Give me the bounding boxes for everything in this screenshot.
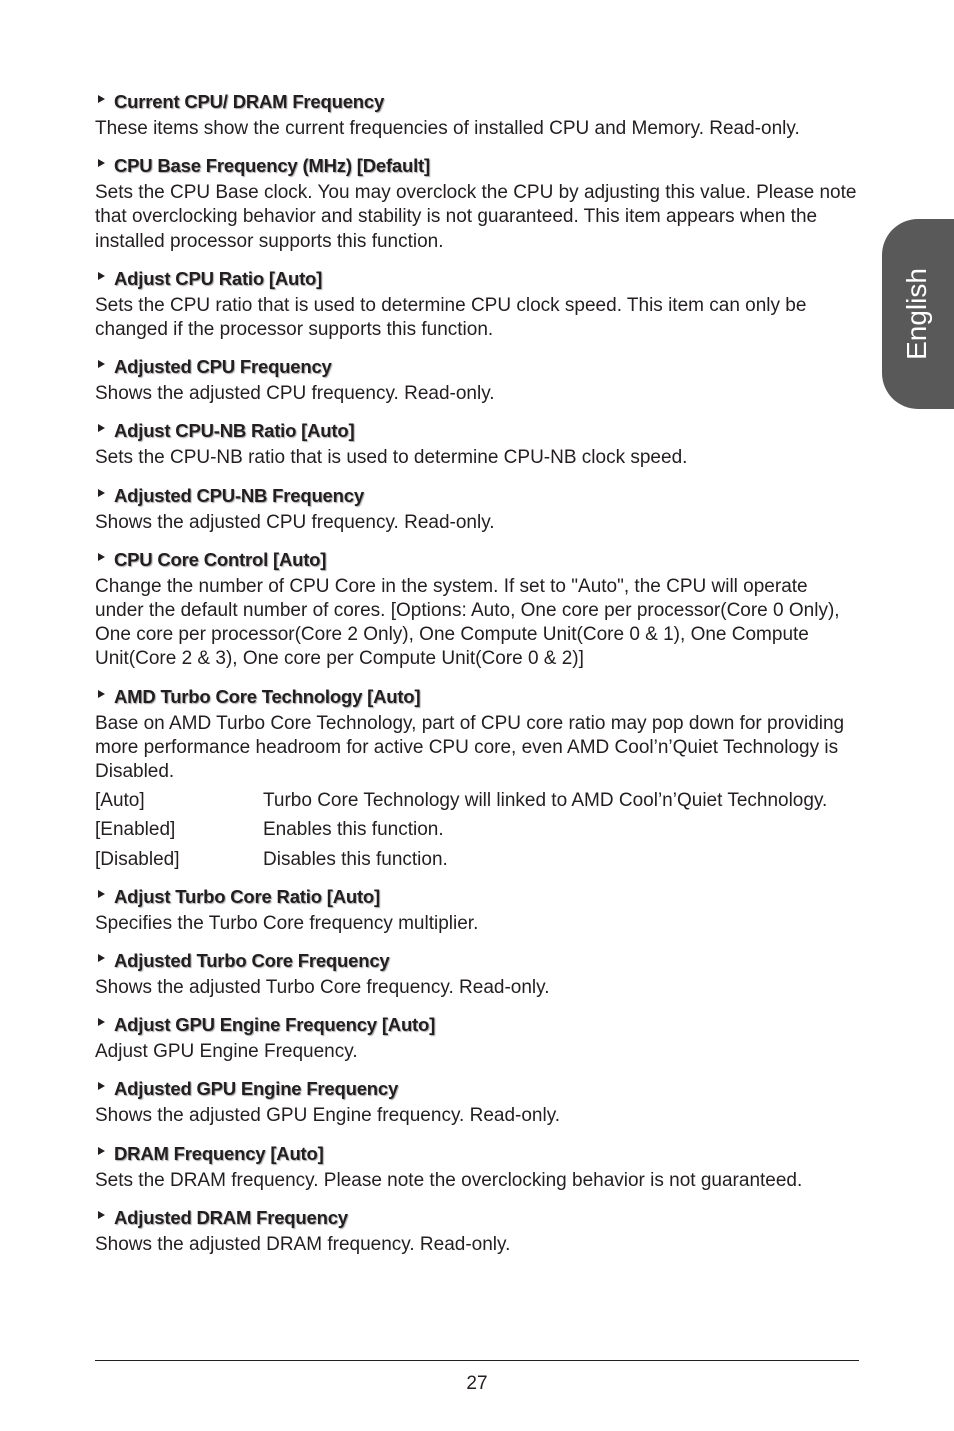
section-title: AMD Turbo Core Technology [Auto] bbox=[114, 685, 421, 707]
section-title: Adjust GPU Engine Frequency [Auto] bbox=[114, 1014, 436, 1036]
option-key: [Enabled] bbox=[95, 819, 176, 841]
section-description: Shows the adjusted GPU Engine frequency. Read-only. bbox=[95, 1105, 561, 1127]
section-title: CPU Core Control [Auto] bbox=[114, 548, 327, 570]
section-current-cpu-dram-frequency bbox=[95, 89, 861, 141]
footer-divider bbox=[95, 1360, 859, 1361]
section-description: Base on AMD Turbo Core Technology, part of CPU core ratio may pop down for providing more performance headroom for active CPU core, even AMD Cool’n’Quiet Technology is Disabled. bbox=[95, 712, 845, 783]
triangle-bullet-icon bbox=[98, 553, 105, 561]
triangle-bullet-icon bbox=[98, 489, 105, 497]
triangle-bullet-icon bbox=[98, 1211, 105, 1219]
section-adjust-turbo-core-ratio bbox=[95, 884, 861, 936]
triangle-bullet-icon bbox=[98, 424, 105, 432]
triangle-bullet-icon bbox=[98, 360, 105, 368]
triangle-bullet-icon bbox=[98, 1147, 105, 1155]
section-adjusted-dram-frequency bbox=[95, 1205, 861, 1257]
section-title: Adjusted DRAM Frequency bbox=[114, 1206, 348, 1228]
section-description: Specifies the Turbo Core frequency multiplier. bbox=[95, 912, 479, 934]
triangle-bullet-icon bbox=[98, 1018, 105, 1026]
section-description: Sets the CPU ratio that is used to determine CPU clock speed. This item can only be changed if the processor supports this function. bbox=[95, 294, 807, 341]
option-value: Disables this function. bbox=[263, 848, 448, 870]
section-description: Sets the CPU Base clock. You may overclock the CPU by adjusting this value. Please note that overclocking behavior and stability is not guaranteed. This item appears when the installed processor supports this function. bbox=[95, 182, 857, 252]
section-adjusted-gpu-engine-frequency bbox=[95, 1076, 861, 1128]
section-adjusted-turbo-core-frequency bbox=[95, 948, 861, 1000]
section-title: Adjust CPU Ratio [Auto] bbox=[114, 267, 323, 289]
option-value: Turbo Core Technology will linked to AMD Cool’n’Quiet Technology. bbox=[263, 790, 828, 812]
triangle-bullet-icon bbox=[98, 954, 105, 962]
section-adjust-cpu-ratio bbox=[95, 266, 861, 342]
section-description: Shows the adjusted CPU frequency. Read-only. bbox=[95, 383, 495, 405]
section-description: Sets the DRAM frequency. Please note the overclocking behavior is not guaranteed. bbox=[95, 1169, 803, 1191]
option-row-auto bbox=[95, 789, 861, 813]
section-adjust-gpu-engine-frequency bbox=[95, 1012, 861, 1064]
page-number: 27 bbox=[466, 1373, 488, 1394]
section-title: Current CPU/ DRAM Frequency bbox=[114, 91, 385, 112]
section-title: Adjust Turbo Core Ratio [Auto] bbox=[114, 885, 380, 907]
triangle-bullet-icon bbox=[98, 95, 105, 103]
language-tab-label: English bbox=[901, 268, 932, 360]
triangle-bullet-icon bbox=[98, 159, 105, 167]
section-title: Adjusted CPU Frequency bbox=[114, 356, 332, 378]
section-description: Sets the CPU-NB ratio that is used to determine CPU-NB clock speed. bbox=[95, 447, 688, 469]
section-cpu-base-frequency bbox=[95, 153, 861, 254]
section-dram-frequency bbox=[95, 1141, 861, 1193]
triangle-bullet-icon bbox=[98, 272, 105, 280]
section-title: Adjust CPU-NB Ratio [Auto] bbox=[114, 420, 355, 442]
section-description: Adjust GPU Engine Frequency. bbox=[95, 1041, 358, 1063]
section-adjusted-cpu-frequency bbox=[95, 354, 861, 406]
section-description: These items show the current frequencies of installed CPU and Memory. Read-only. bbox=[95, 118, 800, 139]
document-body bbox=[95, 89, 861, 1269]
option-key: [Disabled] bbox=[95, 848, 180, 870]
section-adjust-cpu-nb-ratio bbox=[95, 418, 861, 470]
section-cpu-core-control bbox=[95, 547, 861, 672]
option-row-enabled bbox=[95, 818, 861, 842]
section-description: Change the number of CPU Core in the system. If set to "Auto", the CPU will operate under the default number of cores. [Options: Auto, One core per processor(Core 0 Only), One core per processor(Core 2 Only), One Compute Unit(Core 0 & 1), One Compute Unit(Core 2 & 3), One core per Compute Unit(Core 0 & 2)] bbox=[95, 575, 840, 670]
option-value: Enables this function. bbox=[263, 819, 444, 841]
section-title: CPU Base Frequency (MHz) [Default] bbox=[114, 155, 430, 177]
section-title: Adjusted Turbo Core Frequency bbox=[114, 950, 390, 972]
section-title: Adjusted CPU-NB Frequency bbox=[114, 484, 364, 506]
triangle-bullet-icon bbox=[98, 1082, 105, 1090]
section-description: Shows the adjusted CPU frequency. Read-only. bbox=[95, 511, 495, 533]
option-key: [Auto] bbox=[95, 790, 145, 812]
triangle-bullet-icon bbox=[98, 890, 105, 898]
section-description: Shows the adjusted DRAM frequency. Read-only. bbox=[95, 1233, 511, 1255]
option-row-disabled bbox=[95, 848, 861, 872]
triangle-bullet-icon bbox=[98, 690, 105, 698]
section-title: DRAM Frequency [Auto] bbox=[114, 1142, 324, 1164]
section-title: Adjusted GPU Engine Frequency bbox=[114, 1078, 399, 1100]
section-adjusted-cpu-nb-frequency bbox=[95, 483, 861, 535]
section-description: Shows the adjusted Turbo Core frequency. Read-only. bbox=[95, 977, 550, 999]
section-amd-turbo-core-technology bbox=[95, 684, 861, 872]
